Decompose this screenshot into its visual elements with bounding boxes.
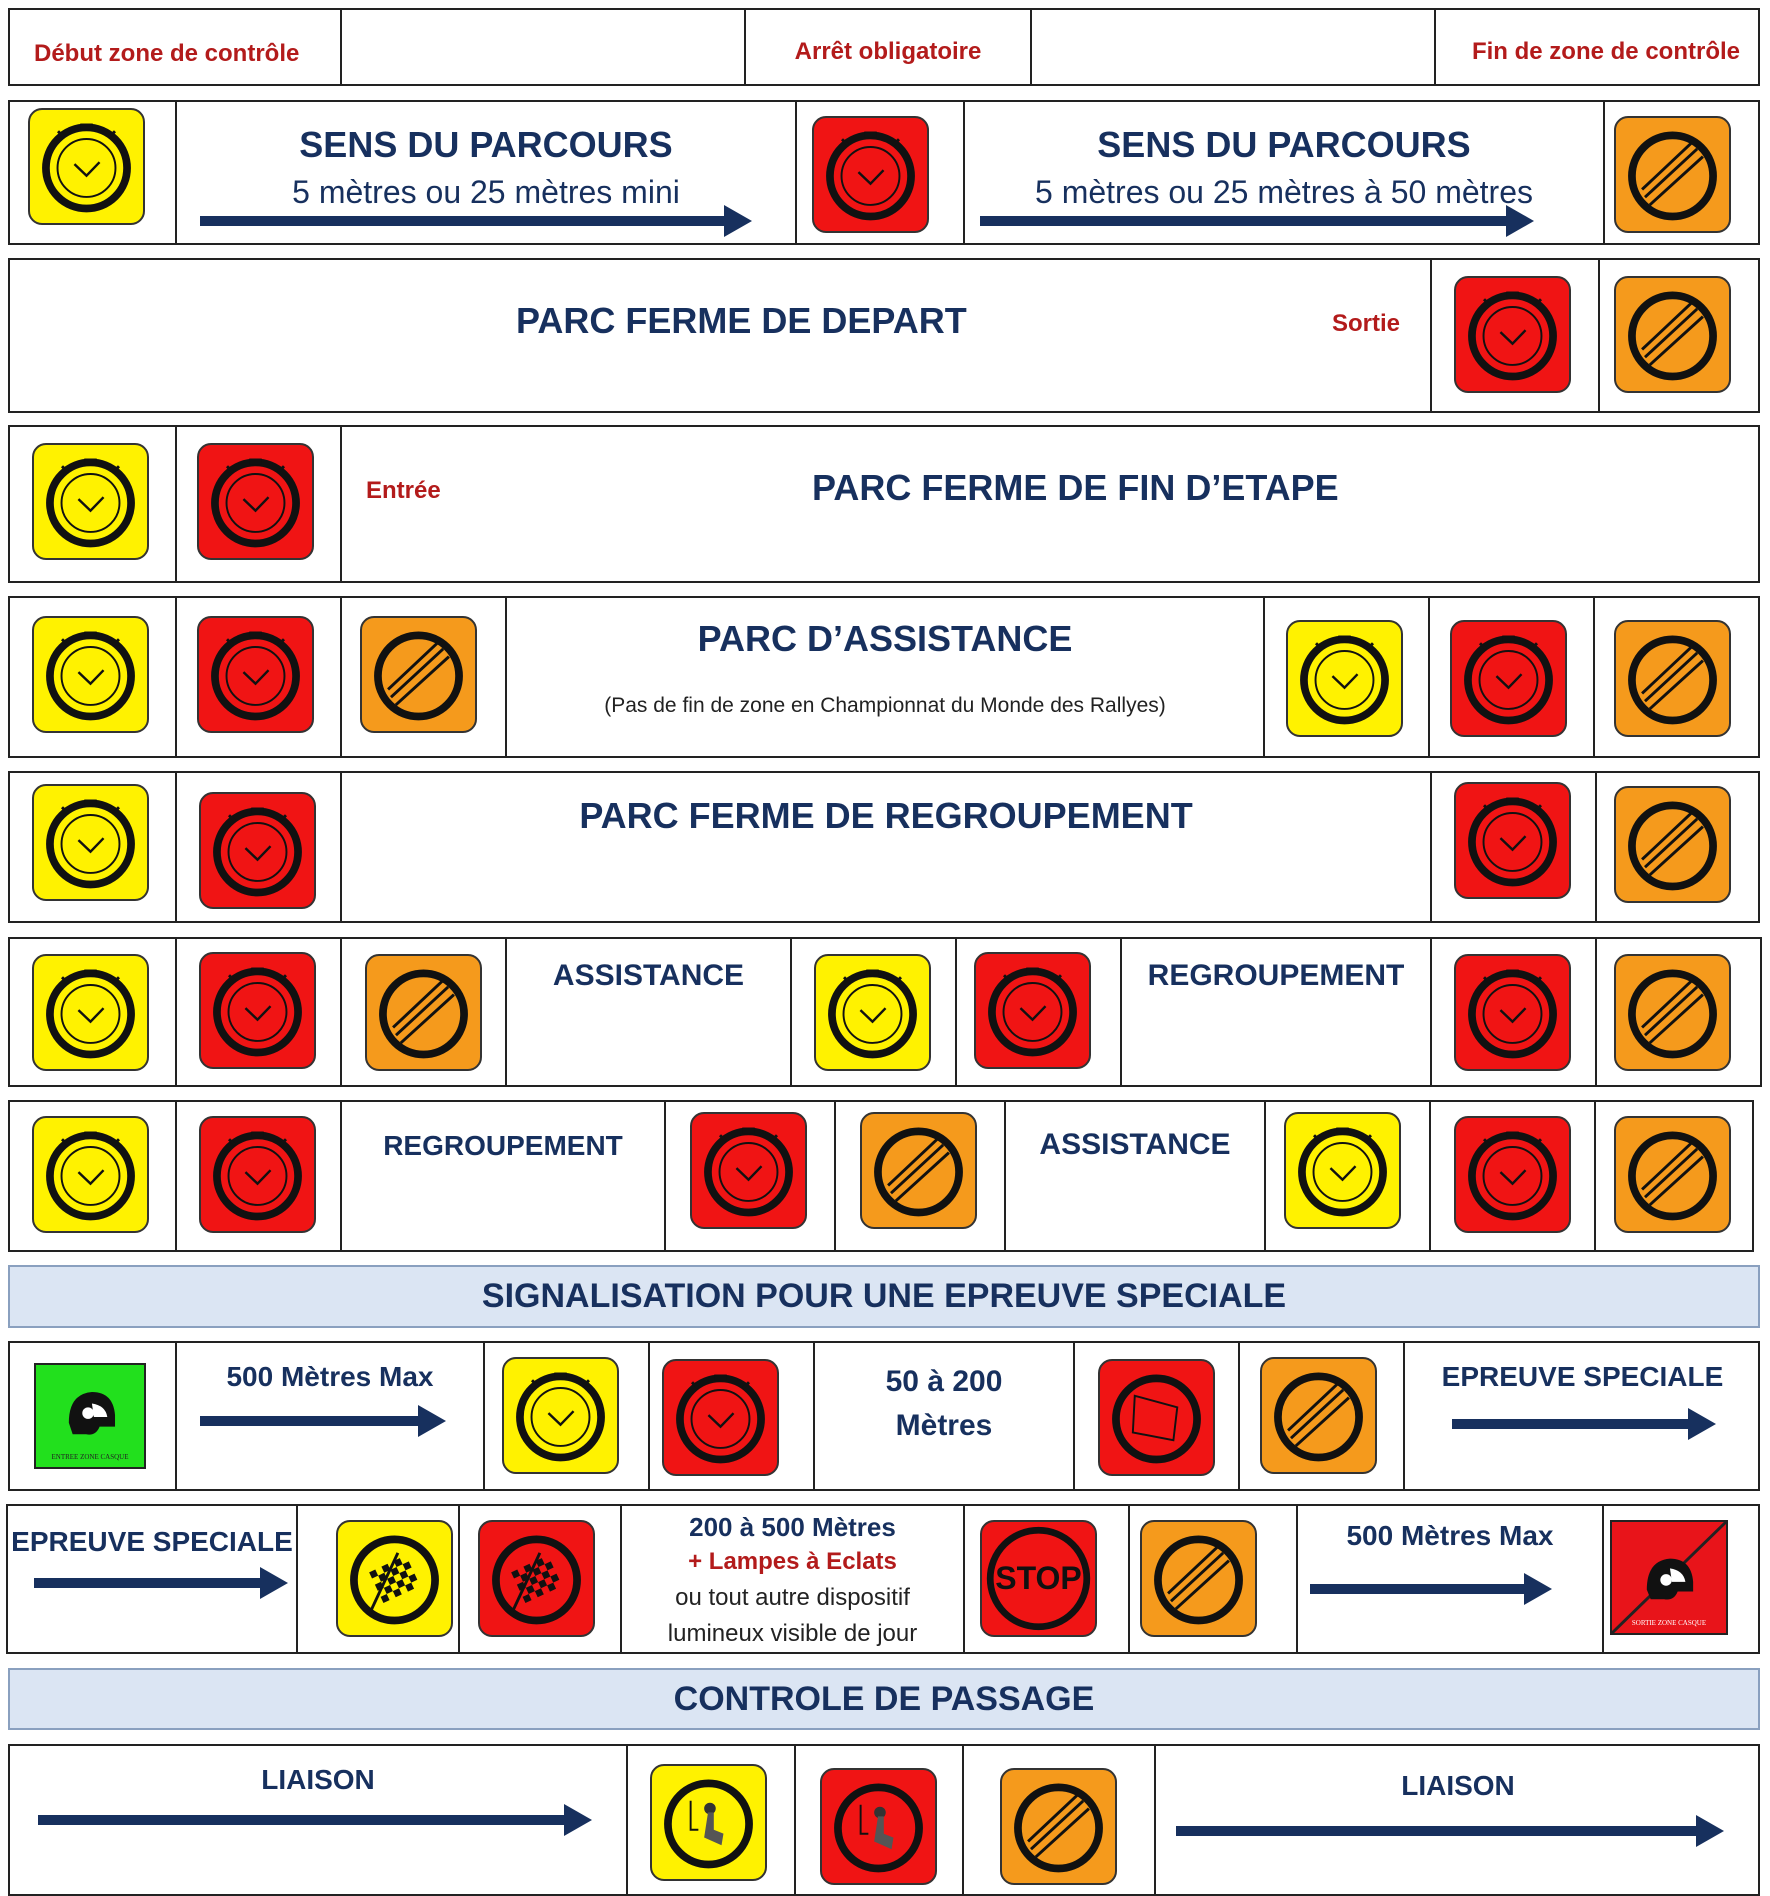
cell: [340, 773, 1430, 921]
yellow-chequer-sign-icon: [336, 1520, 453, 1637]
orange-endzone-sign-icon: [1614, 620, 1731, 737]
red-clock-sign-icon: [812, 116, 929, 233]
red-clock-sign-icon: [1450, 620, 1567, 737]
helmet-zone-entry-icon: [34, 1363, 146, 1469]
legend-fin: Fin de zone de contrôle: [1471, 38, 1740, 65]
parc-fin-etape-title: PARC FERME DE FIN D’ETAPE: [812, 467, 1339, 508]
helmet-zone-entry-label: ENTREE ZONE CASQUE: [51, 1453, 129, 1461]
arrow-right-icon: [38, 1815, 568, 1825]
red-clock-sign-icon: [199, 1116, 316, 1233]
red-clock-sign-icon: [199, 792, 316, 909]
dist-500-label-2: 500 Mètres Max: [1346, 1520, 1554, 1551]
parc-regroupement-title: PARC FERME DE REGROUPEMENT: [579, 795, 1193, 836]
cell: [1120, 939, 1430, 1085]
yellow-clock-sign-icon: [32, 443, 149, 560]
cell: [813, 1343, 1073, 1489]
yellow-clock-sign-icon: [814, 954, 931, 1071]
legend-cell-arret: [744, 10, 1030, 84]
assistance-label-2: ASSISTANCE: [1039, 1128, 1231, 1161]
red-clock-sign-icon: [1454, 276, 1571, 393]
sens-title-1: SENS DU PARCOURS: [299, 124, 673, 165]
arrow-right-icon: [1176, 1826, 1700, 1836]
yellow-clock-sign-icon: [28, 108, 145, 225]
arrow-right-icon: [200, 216, 728, 226]
lamp-line-1: 200 à 500 Mètres: [689, 1512, 896, 1542]
yellow-clock-sign-icon: [502, 1357, 619, 1474]
legend-cell-empty-1: [340, 10, 744, 84]
sortie-label: Sortie: [1332, 310, 1401, 337]
red-clock-sign-icon: [1454, 954, 1571, 1071]
cell: [620, 1506, 963, 1652]
cell: [505, 939, 790, 1085]
regroupement-label-2: REGROUPEMENT: [383, 1130, 623, 1161]
yellow-clock-sign-icon: [32, 616, 149, 733]
arrow-right-icon: [34, 1578, 264, 1588]
orange-endzone-sign-icon: [1614, 276, 1731, 393]
red-flag-sign-icon: [1098, 1359, 1215, 1476]
sens-sub-1: 5 mètres ou 25 mètres mini: [292, 174, 680, 210]
legend-debut: Début zone de contrôle: [34, 40, 300, 67]
red-clock-sign-icon: [197, 616, 314, 733]
helmet-zone-exit-icon: [1610, 1520, 1728, 1635]
red-clock-sign-icon: [1454, 1116, 1571, 1233]
cell: [340, 427, 1760, 581]
regroupement-label: REGROUPEMENT: [1147, 959, 1405, 992]
entree-label: Entrée: [366, 477, 441, 504]
assistance-label: ASSISTANCE: [552, 959, 745, 992]
arrow-right-icon: [200, 1416, 422, 1426]
liaison-label-2: LIAISON: [1401, 1770, 1515, 1801]
lamp-line-3: ou tout autre dispositif: [675, 1584, 910, 1611]
red-clock-sign-icon: [974, 952, 1091, 1069]
orange-endzone-sign-icon: [860, 1112, 977, 1229]
cell: [1296, 1506, 1602, 1652]
orange-endzone-sign-icon: [1260, 1357, 1377, 1474]
yellow-clock-sign-icon: [32, 954, 149, 1071]
yellow-clock-sign-icon: [1284, 1112, 1401, 1229]
orange-endzone-sign-icon: [1000, 1768, 1117, 1885]
yellow-clock-sign-icon: [32, 1116, 149, 1233]
parc-assistance-note: (Pas de fin de zone en Championnat du Monde des Rallyes): [604, 694, 1166, 717]
cell: [505, 598, 1263, 756]
stop-label: STOP: [995, 1560, 1082, 1596]
sens-title-2: SENS DU PARCOURS: [1097, 124, 1471, 165]
red-clock-sign-icon: [662, 1359, 779, 1476]
liaison-label-1: LIAISON: [261, 1764, 375, 1795]
band-controle-passage: CONTROLE DE PASSAGE: [8, 1668, 1760, 1730]
red-passage-sign-icon: [820, 1768, 937, 1885]
sens-sub-2: 5 mètres ou 25 mètres à 50 mètres: [1035, 174, 1533, 210]
yellow-clock-sign-icon: [1286, 620, 1403, 737]
orange-endzone-sign-icon: [1140, 1520, 1257, 1637]
cell: [340, 1102, 664, 1250]
legend-arret: Arrêt obligatoire: [794, 38, 982, 65]
es-label-1: EPREUVE SPECIALE: [1441, 1361, 1724, 1392]
orange-endzone-sign-icon: [1614, 786, 1731, 903]
cell: [1004, 1102, 1264, 1250]
legend-cell-fin: [1434, 10, 1760, 84]
red-clock-sign-icon: [1454, 782, 1571, 899]
yellow-passage-sign-icon: [650, 1764, 767, 1881]
dist-50-200-label-a: 50 à 200: [885, 1365, 1003, 1398]
stop-sign-icon: [980, 1520, 1097, 1637]
orange-endzone-sign-icon: [1614, 116, 1731, 233]
yellow-clock-sign-icon: [32, 784, 149, 901]
cell: [10, 260, 1430, 411]
orange-endzone-sign-icon: [365, 954, 482, 1071]
orange-endzone-sign-icon: [1614, 1116, 1731, 1233]
arrow-right-icon: [1452, 1419, 1692, 1429]
dist-500-label: 500 Mètres Max: [226, 1361, 434, 1392]
red-clock-sign-icon: [199, 952, 316, 1069]
parc-assistance-title: PARC D’ASSISTANCE: [697, 618, 1073, 659]
arrow-right-icon: [1310, 1584, 1528, 1594]
legend-cell-empty-2: [1030, 10, 1434, 84]
legend-cell-debut: [10, 10, 340, 84]
parc-depart-title: PARC FERME DE DEPART: [516, 300, 967, 341]
arrow-right-icon: [980, 216, 1510, 226]
red-clock-sign-icon: [690, 1112, 807, 1229]
red-clock-sign-icon: [197, 443, 314, 560]
cell: [1154, 1746, 1760, 1894]
es-label-2: EPREUVE SPECIALE: [11, 1526, 293, 1557]
band-epreuve-speciale: SIGNALISATION POUR UNE EPREUVE SPECIALE: [8, 1265, 1760, 1328]
orange-endzone-sign-icon: [1614, 954, 1731, 1071]
lamp-line-4: lumineux visible de jour: [667, 1620, 918, 1647]
legend-row: [8, 8, 1760, 86]
helmet-zone-exit-label: SORTIE ZONE CASQUE: [1631, 1619, 1707, 1627]
red-chequer-sign-icon: [478, 1520, 595, 1637]
orange-endzone-sign-icon: [360, 616, 477, 733]
dist-50-200-label-b: Mètres: [895, 1409, 993, 1442]
lamp-line-2: + Lampes à Eclats: [688, 1548, 897, 1575]
